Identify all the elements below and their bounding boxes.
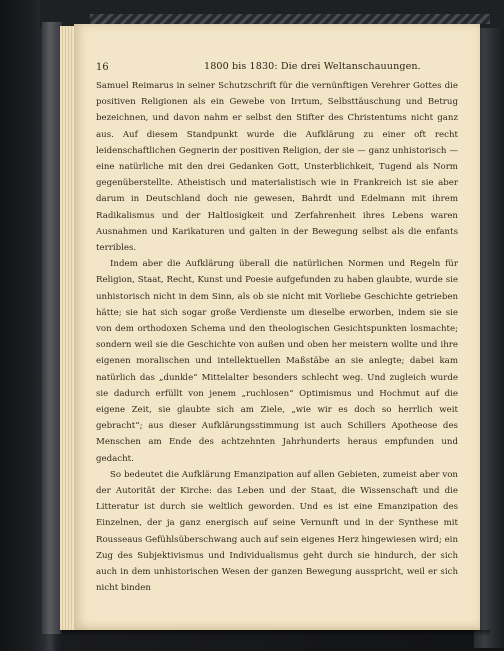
- paragraph-1: Samuel Reimarus in seiner Schutzschrift für die vernünftigen Verehrer Gottes die positiven Religionen als ein Gewebe von Irrtum, Selbsttäuschung und Betrug bezeichnen, und davon nahm er selbst den Stifter des Christentums nicht ganz aus. Auf diesem Standpunkt wurde die Aufklärung zu einer oft recht leidenschaftlichen Gegnerin der positiven Religion, der sie — ganz unhistorisch — eine natürliche mit den drei Gedanken Gott, Unsterblichkeit, Tugend als Norm gegenüberstellte. Atheistisch und materialistisch wie in Frankreich ist sie aber darum in Deutschland doch nie gewesen, Bahrdt und Edelmann mit ihrem Radikalismus und der Haltlosigkeit und Zerfahrenheit ihres Lebens waren Ausnahmen und Karikaturen und galten in der Bewegung selbst als die enfants terribles.: [96, 81, 458, 254]
- cover-ornament-border: [90, 14, 490, 24]
- page-body: [96, 78, 458, 597]
- page-number: 16: [96, 62, 109, 73]
- page-bottom-shadow: [60, 630, 490, 636]
- page-header: [96, 52, 456, 73]
- paragraph-2: Indem aber die Aufklärung überall die natürlichen Normen und Regeln für Religion, Staat, Recht, Kunst und Poesie aufgefunden zu haben glaubte, wurde sie unhistorisch nicht in dem Sinn, als ob sie nicht mit Vorliebe Geschichte getrieben hätte; sie hat sich sogar große Verdienste um dieselbe erworben, indem sie sie von dem orthodoxen Schema und den theologischen Gesichtspunkten losmachte; sondern weil sie die Geschichte von außen und oben her meistern wollte und ihre eigenen moralischen und intellektuellen Maßstäbe an sie anlegte; dabei kam natürlich das „dunkle“ Mittelalter besonders schlecht weg. Und zugleich wurde sie dadurch erfüllt von jenem „ruchlosen“ Optimismus und Hochmut auf die eigene Zeit, sie glaubte sich am Ziele, „wie wir es doch so herrlich weit gebracht“; aus dieser Aufklärungsstimmung ist auch Schillers Apotheose des Menschen am Ende des achtzehnten Jahrhunderts heraus empfunden und gedacht.: [96, 259, 458, 464]
- paragraph-3: So bedeutet die Aufklärung Emanzipation auf allen Gebieten, zumeist aber von der Autorität der Kirche: das Leben und der Staat, die Wissenschaft und die Litteratur ist durch sie weltlich geworden. Und es ist eine Emanzipation des Einzelnen, der ja ganz energisch auf seine Vernunft und in der Synthese mit Rousseaus Gefühlsüberschwang auch auf sein eigenes Herz hingewiesen wird; ein Zug des Subjektivismus und Individualismus geht durch sie hindurch, der sich auch in dem unhistorischen Wesen der ganzen Bewegung ausspricht, weil er sich nicht binden: [96, 469, 458, 594]
- running-title: 1800 bis 1830: Die drei Weltanschauungen.: [204, 61, 421, 72]
- book-spine: [42, 22, 62, 634]
